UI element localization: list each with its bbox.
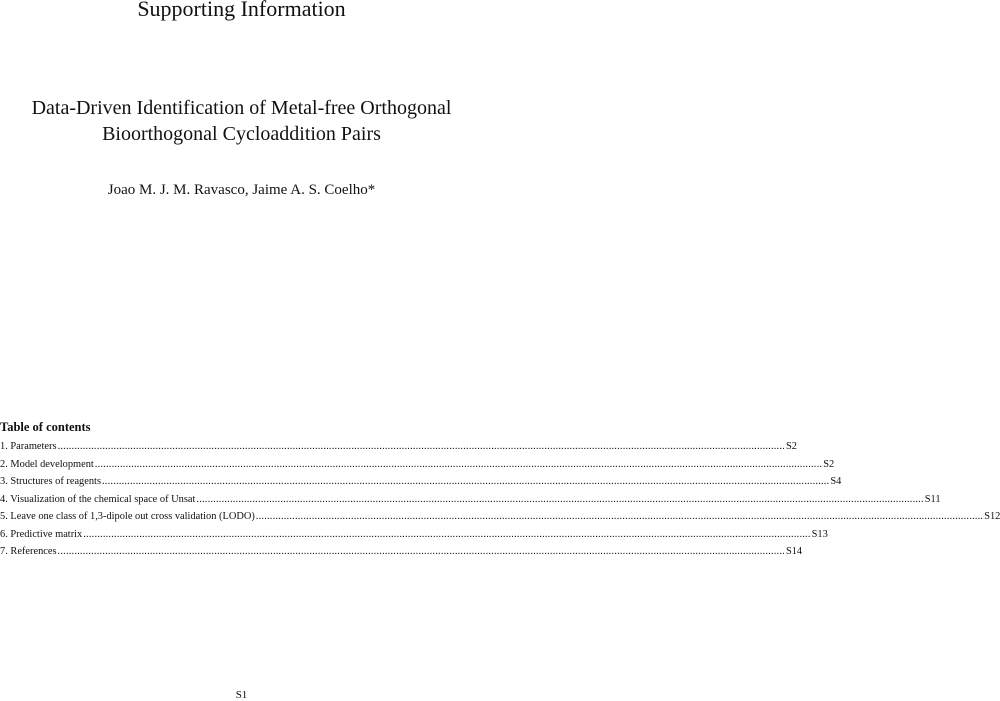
toc-entry-label: 1. Parameters (0, 441, 57, 452)
page-number: S1 (235, 689, 248, 701)
toc-entry-label: 6. Predictive matrix (0, 528, 83, 540)
paper-title-line-2: Bioorthogonal Cycloaddition Pairs (102, 123, 381, 145)
toc-entry-label: 4. Visualization of the chemical space of Unsat (0, 493, 196, 505)
supporting-information-heading: Supporting Information (137, 0, 346, 21)
toc-leader-dots: .................................................................................................................................................................................................................................................................... (57, 546, 785, 557)
toc-entry-page: S4 (830, 476, 842, 487)
toc-entry-model-development[interactable] (0, 458, 835, 476)
toc-entry-structures-of-reagents[interactable] (0, 475, 842, 493)
toc-entry-parameters[interactable] (0, 440, 797, 458)
toc-entry-visualization-chemical-space[interactable] (0, 493, 941, 511)
table-of-contents-list (0, 440, 1000, 563)
toc-entry-page: S14 (785, 546, 803, 557)
toc-entry-label: 2. Model development (0, 458, 94, 470)
toc-entry-page: S2 (823, 458, 835, 470)
toc-leader-dots: .................................................................................................................................................................................................................................................................... (255, 511, 984, 522)
toc-entry-references[interactable] (0, 545, 803, 563)
toc-entry-label: 3. Structures of reagents (0, 476, 101, 487)
toc-entry-page: S11 (924, 493, 941, 505)
author-list: Joao M. J. M. Ravasco, Jaime A. S. Coelho* (107, 182, 376, 198)
toc-leader-dots: .................................................................................................................................................................................................................................................................... (57, 441, 785, 452)
toc-entry-label: 5. Leave one class of 1,3-dipole out cross validation (LODO) (0, 511, 255, 522)
toc-leader-dots: .................................................................................................................................................................................................................................................................... (83, 528, 811, 540)
table-of-contents-title: Table of contents (0, 420, 91, 434)
toc-leader-dots: .................................................................................................................................................................................................................................................................... (196, 493, 924, 505)
toc-leader-dots: .................................................................................................................................................................................................................................................................... (102, 476, 830, 487)
toc-leader-dots: .................................................................................................................................................................................................................................................................... (94, 458, 823, 470)
toc-entry-predictive-matrix[interactable] (0, 528, 828, 546)
toc-entry-lodo-cross-validation[interactable] (0, 510, 1000, 528)
toc-entry-page: S13 (811, 528, 828, 540)
toc-entry-page: S2 (785, 441, 797, 452)
paper-title-line-1: Data-Driven Identification of Metal-free Orthogonal (31, 97, 452, 119)
toc-entry-label: 7. References (0, 546, 57, 557)
toc-entry-page: S12 (984, 511, 1000, 522)
